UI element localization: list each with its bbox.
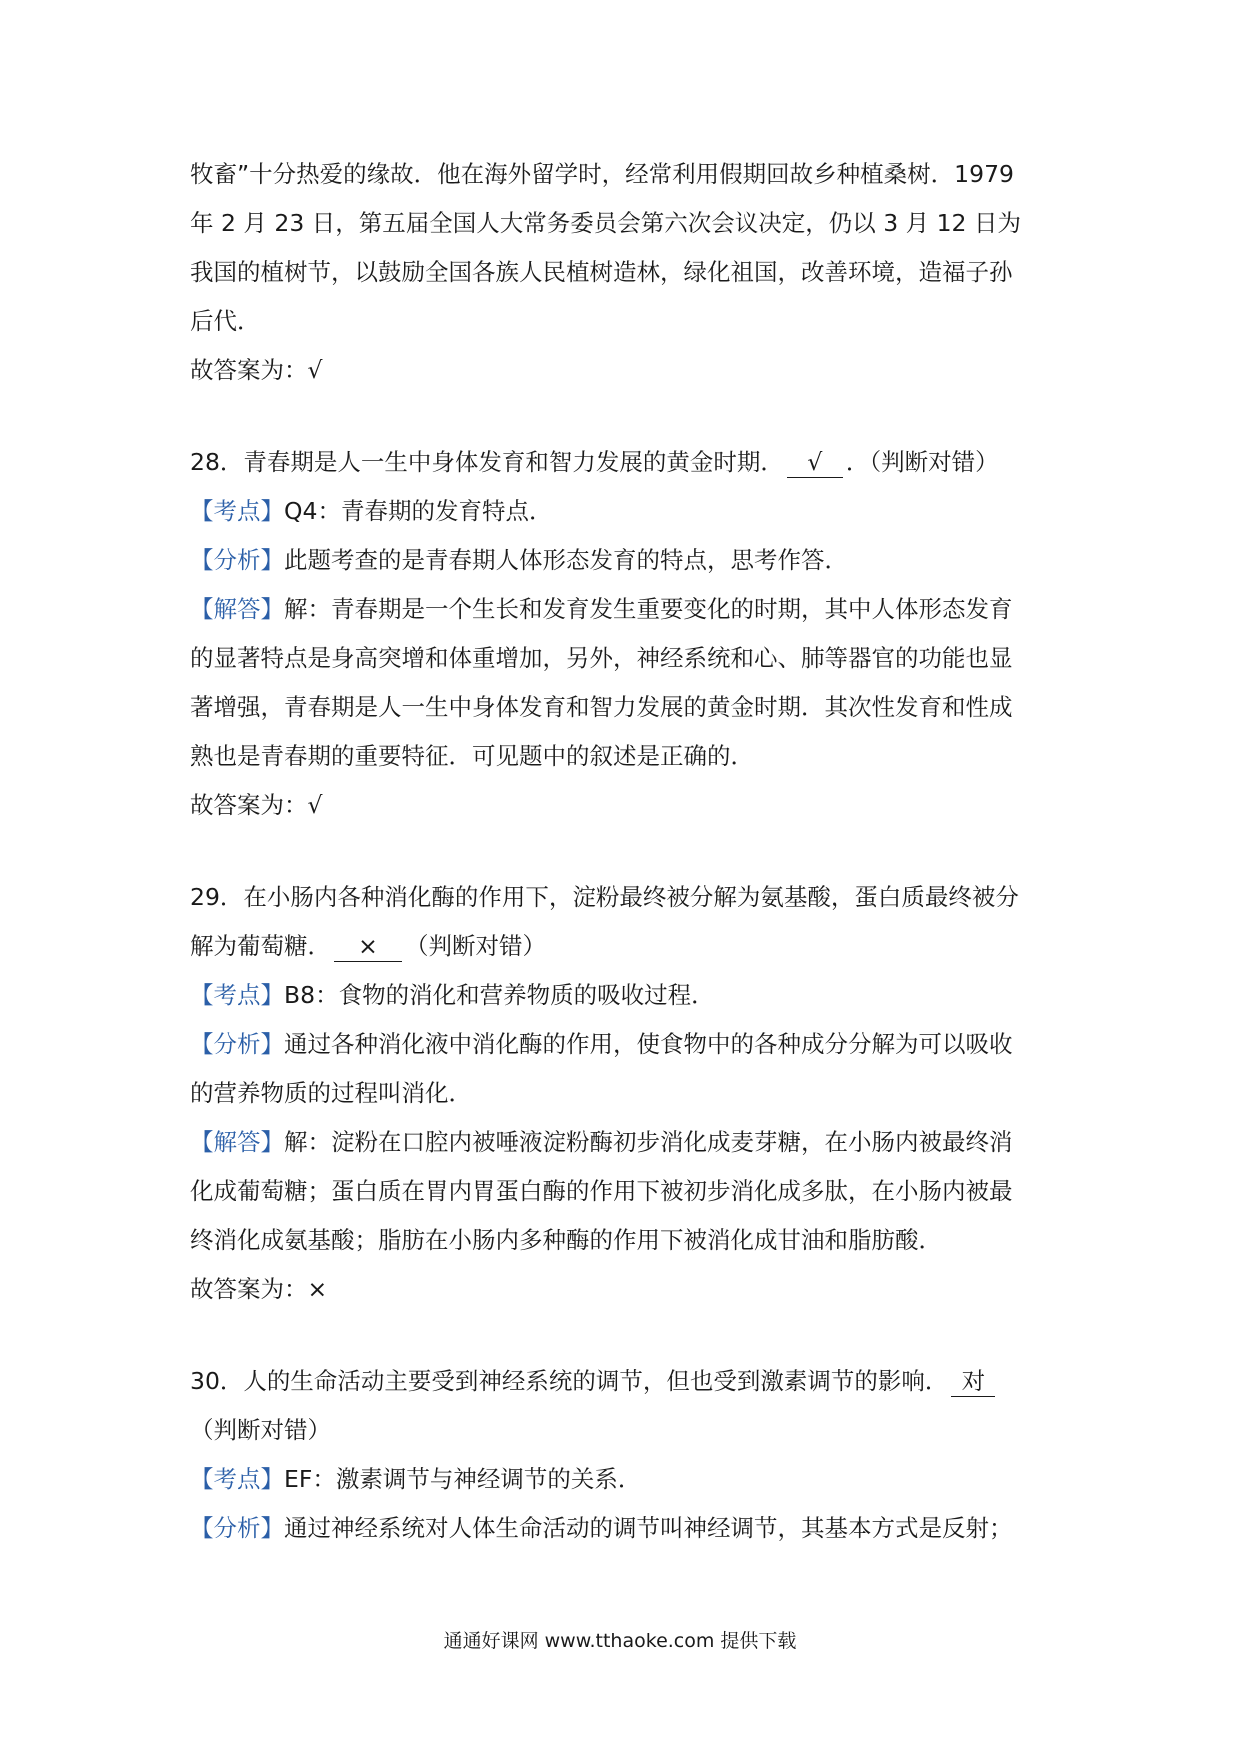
page-footer: 通通好课网 www.tthaoke.com 提供下载: [443, 1630, 797, 1652]
q29-fenxi-text: 通过各种消化液中消化酶的作用，使食物中的各种成分分解为可以吸收: [284, 1030, 1013, 1058]
q29-jieda-line: 终消化成氨基酸；脂肪在小肠内多种酶的作用下被消化成甘油和脂肪酸．: [190, 1226, 942, 1254]
q28-kaodian-text: Q4：青春期的发育特点．: [284, 497, 553, 525]
q28-kaodian: [190, 487, 1060, 536]
intro-line: 后代．: [190, 307, 261, 335]
kaodian-label: 【考点】: [190, 981, 284, 1009]
fenxi-label: 【分析】: [190, 546, 284, 574]
q28-fenxi-text: 此题考查的是青春期人体形态发育的特点，思考作答．: [284, 546, 848, 574]
q28-jieda-text: 解：青春期是一个生长和发育发生重要变化的时期，其中人体形态发育: [284, 595, 1013, 623]
q29-jieda-text: 解：淀粉在口腔内被唾液淀粉酶初步消化成麦芽糖，在小肠内被最终消: [284, 1128, 1013, 1156]
q29-kaodian-text: B8：食物的消化和营养物质的吸收过程．: [284, 981, 715, 1009]
q30-fenxi-text: 通过神经系统对人体生命活动的调节叫神经调节，其基本方式是反射；: [284, 1514, 1013, 1542]
kaodian-label: 【考点】: [190, 1465, 284, 1493]
q29-fenxi: [190, 1020, 1060, 1069]
q30-kaodian-text: EF：激素调节与神经调节的关系．: [284, 1465, 642, 1493]
q28-jieda-line: 熟也是青春期的重要特征．可见题中的叙述是正确的．: [190, 742, 754, 770]
q29-suffix: （判断对错）: [405, 932, 546, 960]
q28-stem-line: [190, 438, 1060, 487]
q29-jieda: [190, 1118, 1060, 1167]
intro-line: 我国的植树节，以鼓励全国各族人民植树造林，绿化祖国，改善环境，造福子孙: [190, 258, 1013, 286]
q28-jieda: [190, 585, 1060, 634]
q28-answer: 故答案为：√: [190, 791, 323, 819]
intro-line: 年 2 月 23 日，第五届全国人大常务委员会第六次会议决定，仍以 3 月 12 日为: [190, 209, 1021, 237]
fenxi-label: 【分析】: [190, 1514, 284, 1542]
fenxi-label: 【分析】: [190, 1030, 284, 1058]
q29-kaodian: [190, 971, 1060, 1020]
q30-kaodian: [190, 1455, 1060, 1504]
jieda-label: 【解答】: [190, 1128, 284, 1156]
q29-fenxi-line: 的营养物质的过程叫消化．: [190, 1079, 472, 1107]
intro-line: 牧畜”十分热爱的缘故．他在海外留学时，经常利用假期回故乡种植桑树．1979: [190, 160, 1014, 188]
q30-answer-blank: 对: [951, 1366, 995, 1397]
document-body: [190, 150, 1060, 1553]
q29-jieda-line: 化成葡萄糖；蛋白质在胃内胃蛋白酶的作用下被初步消化成多肽，在小肠内被最: [190, 1177, 1013, 1205]
q28-jieda-line: 著增强，青春期是人一生中身体发育和智力发展的黄金时期．其次性发育和性成: [190, 693, 1013, 721]
q28-answer-blank: √: [787, 447, 843, 478]
q30-fenxi: [190, 1504, 1060, 1553]
q28-jieda-line: 的显著特点是身高突增和体重增加，另外，神经系统和心、肺等器官的功能也显: [190, 644, 1013, 672]
q30-suffix: （判断对错）: [190, 1416, 331, 1444]
q29-answer-blank: ×: [334, 931, 402, 962]
intro-answer: 故答案为：√: [190, 356, 323, 384]
q30-stem-line: [190, 1357, 1060, 1406]
q29-stem-line: 29．在小肠内各种消化酶的作用下，淀粉最终被分解为氨基酸，蛋白质最终被分: [190, 883, 1019, 911]
q29-stem: 解为葡萄糖．: [190, 932, 331, 960]
q28-fenxi: [190, 536, 1060, 585]
q30-stem: 30．人的生命活动主要受到神经系统的调节，但也受到激素调节的影响．: [190, 1367, 949, 1395]
q28-suffix: ．（判断对错）: [845, 448, 999, 476]
q29-answer: 故答案为：×: [190, 1275, 328, 1303]
q29-stem-line-2: [190, 922, 1060, 971]
kaodian-label: 【考点】: [190, 497, 284, 525]
q28-stem: 28．青春期是人一生中身体发育和智力发展的黄金时期．: [190, 448, 784, 476]
jieda-label: 【解答】: [190, 595, 284, 623]
